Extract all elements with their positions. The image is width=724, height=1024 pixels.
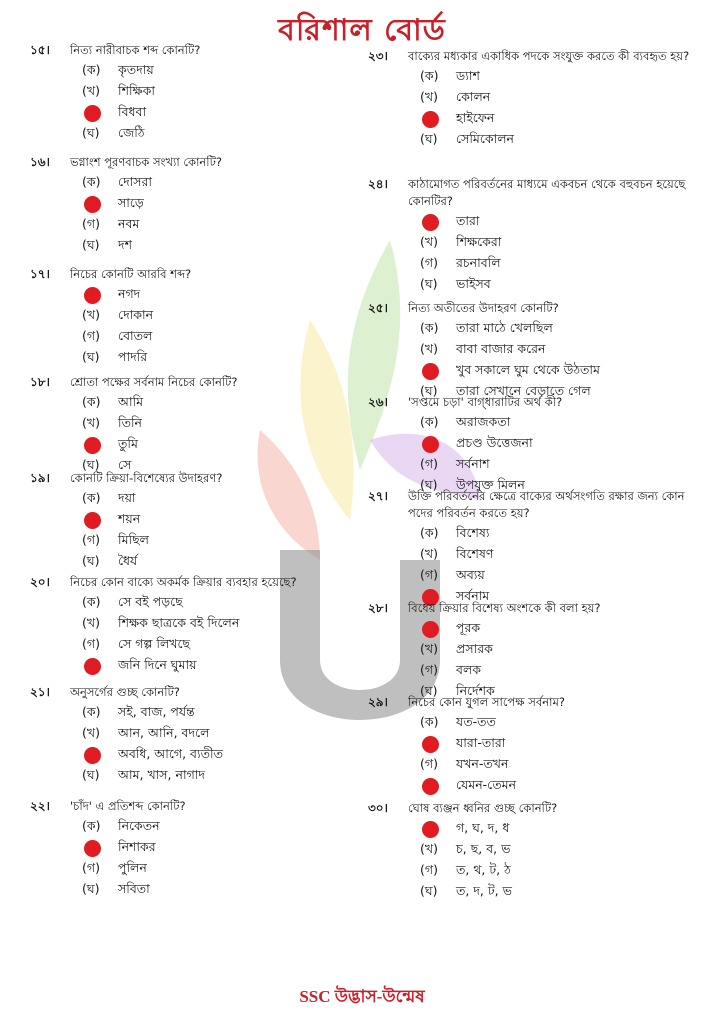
answer-mark-icon <box>422 214 439 231</box>
answer-mark-icon <box>84 747 101 764</box>
option-label: (খ) <box>420 88 438 104</box>
option-list <box>82 489 370 573</box>
option-text: বিশেষ্য <box>456 524 490 540</box>
option-text: দশ <box>118 236 132 252</box>
question-text: নিচের কোন বাক্যে অকর্মক ক্রিয়ার ব্যবহার হয়েছে? <box>70 575 297 589</box>
option-text: রচনাবলি <box>456 254 501 270</box>
option-label: (গ) <box>82 327 100 343</box>
option-text: বিশেষণ <box>456 545 494 561</box>
question-header <box>368 300 708 317</box>
option-text: মিছিল <box>118 531 149 547</box>
option-label: (খ) <box>420 840 438 856</box>
answer-option[interactable] <box>420 67 708 88</box>
answer-option[interactable] <box>82 285 370 306</box>
question-header <box>30 798 370 815</box>
option-text: তিনি <box>118 414 142 430</box>
question-block <box>30 266 370 369</box>
option-text: ভাইসব <box>456 275 491 291</box>
answer-option[interactable] <box>420 861 708 882</box>
answer-option[interactable] <box>82 61 370 82</box>
answer-option[interactable] <box>420 776 708 797</box>
question-text: কাঠামোগত পরিবর্তনের মাধ্যমে একবচন থেকে বহুবচন হয়েছে কোনটির? <box>408 177 686 208</box>
answer-option[interactable] <box>420 254 708 275</box>
option-text: কৃতদায় <box>118 61 154 77</box>
option-label: (ক) <box>82 393 101 409</box>
option-list <box>420 819 708 903</box>
option-label: (গ) <box>420 455 438 471</box>
option-text: শিক্ষিকা <box>118 82 156 98</box>
answer-option[interactable] <box>82 552 370 573</box>
question-block <box>30 374 370 477</box>
question-text: বিধেয় ক্রিয়ার বিশেষ্য অংশকে কী বলা হয়? <box>408 601 601 615</box>
question-text: উক্তি পরিবর্তনের ক্ষেত্রে বাক্যের অর্থসংগতি রক্ষার জন্য কোন পদের পরিবর্তন করতে হয়? <box>408 489 685 520</box>
option-label: (গ) <box>420 566 438 582</box>
question-number: ১৯। <box>30 471 50 485</box>
answer-option[interactable] <box>82 859 370 880</box>
option-text: তুমি <box>118 435 138 451</box>
option-label: (ক) <box>82 489 101 505</box>
option-label: (খ) <box>420 545 438 561</box>
option-text: দোসরা <box>118 173 153 189</box>
option-label: (ক) <box>420 67 439 83</box>
option-label: (গ) <box>420 254 438 270</box>
option-label: (ঘ) <box>82 236 100 252</box>
answer-option[interactable] <box>82 194 370 215</box>
question-number: ২১। <box>30 685 50 699</box>
option-text: কোলন <box>456 88 491 104</box>
option-label: (গ) <box>82 635 100 651</box>
option-text: গ, ঘ, দ, ধ <box>456 819 510 835</box>
option-text: যত-তত <box>456 713 496 729</box>
option-label: (ঘ) <box>82 348 100 364</box>
option-text: ত, থ, ট, ঠ <box>456 861 511 877</box>
answer-option[interactable] <box>82 766 370 787</box>
option-label: (ক) <box>420 413 439 429</box>
answer-option[interactable] <box>420 734 708 755</box>
answer-option[interactable] <box>82 817 370 838</box>
answer-option[interactable] <box>420 640 708 661</box>
option-label: (খ) <box>82 306 100 322</box>
question-header <box>368 394 708 411</box>
question-number: ২০। <box>30 575 50 589</box>
question-header <box>30 154 370 171</box>
option-label: (খ) <box>82 724 100 740</box>
question-text: 'চাঁদ' এ প্রতিশব্দ কোনটি? <box>70 799 186 813</box>
option-text: সবিতা <box>118 880 150 896</box>
answer-mark-icon <box>84 287 101 304</box>
option-text: শিক্ষক ছাত্রকে বই দিলেন <box>118 614 240 630</box>
question-text: শ্রোতা পক্ষের সর্বনাম নিচের কোনটি? <box>70 375 238 389</box>
option-label: (ঘ) <box>420 275 438 291</box>
answer-option[interactable] <box>82 236 370 257</box>
answer-option[interactable] <box>82 880 370 901</box>
answer-option[interactable] <box>82 838 370 859</box>
option-label: (ক) <box>82 703 101 719</box>
option-text: পাদরি <box>118 348 148 364</box>
option-label: (খ) <box>82 614 100 630</box>
answer-mark-icon <box>422 436 439 453</box>
question-number: ১৮। <box>30 375 50 389</box>
question-number: ১৬। <box>30 155 50 169</box>
answer-option[interactable] <box>420 755 708 776</box>
option-label: (ঘ) <box>420 882 438 898</box>
option-text: ধৈর্য <box>118 552 138 568</box>
option-text: তারা মাঠে খেলছিল <box>456 319 553 335</box>
question-block <box>30 574 370 677</box>
option-text: চ, ছ, ব, ভ <box>456 840 511 856</box>
option-text: নিশাকর <box>118 838 156 854</box>
answer-option[interactable] <box>420 882 708 903</box>
question-block <box>368 488 708 608</box>
question-header <box>30 574 370 591</box>
option-text: দোকান <box>118 306 154 322</box>
question-text: কোনটি ক্রিয়া-বিশেষ্যের উদাহরণ? <box>70 471 223 485</box>
option-text: শিক্ষকেরা <box>456 233 502 249</box>
option-text: যেমন-তেমন <box>456 776 517 792</box>
question-number: ২৫। <box>368 301 388 315</box>
board-title: বরিশাল বোর্ড <box>278 13 446 48</box>
option-text: প্রচণ্ড উত্তেজনা <box>456 434 533 450</box>
answer-option[interactable] <box>420 566 708 587</box>
answer-option[interactable] <box>82 593 370 614</box>
answer-option[interactable] <box>82 656 370 677</box>
option-label: (ক) <box>82 173 101 189</box>
option-list <box>82 285 370 369</box>
question-header <box>30 470 370 487</box>
answer-option[interactable] <box>82 435 370 456</box>
option-label: (ঘ) <box>420 476 438 492</box>
option-text: পূরক <box>456 619 481 635</box>
option-list <box>420 413 708 497</box>
answer-option[interactable] <box>82 510 370 531</box>
option-text: সেমিকোলন <box>456 130 515 146</box>
answer-option[interactable] <box>82 489 370 510</box>
option-text: সই, বাজ, পর্যন্ত <box>118 703 195 719</box>
option-text: বলক <box>456 661 482 677</box>
answer-option[interactable] <box>82 306 370 327</box>
option-text: অবধি, আগে, ব্যতীত <box>118 745 223 761</box>
option-list <box>82 393 370 477</box>
answer-option[interactable] <box>82 173 370 194</box>
answer-option[interactable] <box>82 635 370 656</box>
answer-option[interactable] <box>82 215 370 236</box>
option-text: ত, দ, ট, ভ <box>456 882 512 898</box>
option-text: সে বই পড়ছে <box>118 593 183 609</box>
option-label: (ক) <box>82 593 101 609</box>
question-block <box>30 798 370 901</box>
option-text: অব্যয় <box>456 566 485 582</box>
answer-option[interactable] <box>420 434 708 455</box>
question-block <box>30 684 370 787</box>
answer-mark-icon <box>422 778 439 795</box>
answer-option[interactable] <box>82 414 370 435</box>
question-number: ২৬। <box>368 395 388 409</box>
option-text: খুব সকালে ঘুম থেকে উঠতাম <box>456 361 600 377</box>
option-label: (ক) <box>420 524 439 540</box>
answer-option[interactable] <box>420 275 708 296</box>
question-block <box>368 300 708 403</box>
option-text: শয়ন <box>118 510 141 526</box>
question-block <box>30 42 370 145</box>
option-list <box>420 713 708 797</box>
option-label: (খ) <box>82 414 100 430</box>
option-label: (ক) <box>82 61 101 77</box>
option-label: (গ) <box>82 531 100 547</box>
option-list <box>420 319 708 403</box>
answer-mark-icon <box>422 821 439 838</box>
answer-mark-icon <box>84 840 101 857</box>
answer-mark-icon <box>84 658 101 675</box>
option-text: ড্যাশ <box>456 67 480 83</box>
answer-option[interactable] <box>420 319 708 340</box>
option-list <box>420 67 708 151</box>
answer-option[interactable] <box>420 455 708 476</box>
answer-option[interactable] <box>420 340 708 361</box>
option-label: (ঘ) <box>420 382 438 398</box>
answer-option[interactable] <box>420 840 708 861</box>
option-label: (ক) <box>82 817 101 833</box>
question-block <box>30 470 370 573</box>
option-label: (ঘ) <box>82 880 100 896</box>
option-list <box>82 703 370 787</box>
question-text: ঘোষ ব্যঞ্জন ধ্বনির গুচ্ছ কোনটি? <box>408 801 558 815</box>
question-text: বাক্যের মধ্যকার একাধিক পদকে সংযুক্ত করতে কী ব্যবহৃত হয়? <box>408 49 690 63</box>
question-block <box>368 694 708 797</box>
question-text: 'সপ্তমে চড়া' বাগ্‌ধারাটির অর্থ কী? <box>408 395 563 409</box>
option-text: বাবা বাজার করেন <box>456 340 546 356</box>
answer-option[interactable] <box>420 413 708 434</box>
option-text: তারা <box>456 212 480 228</box>
option-label: (গ) <box>82 215 100 231</box>
option-text: নবম <box>118 215 140 231</box>
answer-option[interactable] <box>420 361 708 382</box>
option-label: (খ) <box>420 233 438 249</box>
option-list <box>82 61 370 145</box>
answer-option[interactable] <box>82 724 370 745</box>
answer-mark-icon <box>84 512 101 529</box>
answer-option[interactable] <box>420 88 708 109</box>
question-text: নিচের কোনটি আরবি শব্দ? <box>70 267 192 281</box>
answer-option[interactable] <box>82 82 370 103</box>
question-block <box>368 48 708 151</box>
answer-option[interactable] <box>82 103 370 124</box>
question-text: নিত্য অতীতের উদাহরণ কোনটি? <box>408 301 559 315</box>
option-text: নির্দেশক <box>456 682 495 698</box>
option-text: নিকেতন <box>118 817 160 833</box>
question-header <box>368 800 708 817</box>
question-number: ২৪। <box>368 177 388 191</box>
question-header <box>368 48 708 65</box>
answer-mark-icon <box>422 111 439 128</box>
answer-mark-icon <box>84 105 101 122</box>
option-text: জেঠি <box>118 124 145 140</box>
option-text: আন, আনি, বদলে <box>118 724 210 740</box>
question-number: ২৩। <box>368 49 388 63</box>
option-label: (ঘ) <box>420 682 438 698</box>
option-label: (গ) <box>82 859 100 875</box>
option-text: জনি দিনে ঘুমায় <box>118 656 197 672</box>
option-label: (ক) <box>420 713 439 729</box>
question-text: নিচের কোন যুগল সাপেক্ষ সর্বনাম? <box>408 695 565 709</box>
option-label: (ক) <box>420 319 439 335</box>
option-label: (গ) <box>420 661 438 677</box>
answer-option[interactable] <box>420 109 708 130</box>
question-header <box>368 694 708 711</box>
option-label: (খ) <box>420 640 438 656</box>
option-text: পুলিন <box>118 859 147 875</box>
question-number: ২৭। <box>368 489 388 503</box>
answer-option[interactable] <box>420 713 708 734</box>
answer-option[interactable] <box>82 531 370 552</box>
footer-title: SSC উদ্ভাস-উন্মেষ <box>299 987 425 1006</box>
question-header <box>30 42 370 59</box>
option-text: হাইফেন <box>456 109 495 125</box>
option-label: (ঘ) <box>82 124 100 140</box>
question-header <box>368 600 708 617</box>
option-text: সর্বনাম <box>456 587 490 603</box>
option-list <box>82 817 370 901</box>
answer-option[interactable] <box>420 212 708 233</box>
option-text: সাড়ে <box>118 194 144 210</box>
answer-option[interactable] <box>82 327 370 348</box>
option-list <box>420 619 708 703</box>
option-label: (খ) <box>82 82 100 98</box>
option-text: উপযুক্ত মিলন <box>456 476 525 492</box>
option-list <box>82 593 370 677</box>
answer-mark-icon <box>422 621 439 638</box>
question-header <box>368 176 708 210</box>
option-text: যখন-তখন <box>456 755 509 771</box>
option-list <box>420 524 708 608</box>
answer-option[interactable] <box>420 130 708 151</box>
option-text: আম, খাস, নাগাদ <box>118 766 205 782</box>
question-number: ১৫। <box>30 43 50 57</box>
answer-mark-icon <box>422 736 439 753</box>
answer-option[interactable] <box>420 661 708 682</box>
answer-option[interactable] <box>420 819 708 840</box>
option-text: তারা সেখানে বেড়াতে গেল <box>456 382 591 398</box>
option-label: (খ) <box>420 340 438 356</box>
answer-mark-icon <box>422 363 439 380</box>
option-text: সে গল্প লিখছে <box>118 635 191 651</box>
answer-option[interactable] <box>82 703 370 724</box>
question-text: ভগ্নাংশ পূরণবাচক সংখ্যা কোনটি? <box>70 155 222 169</box>
answer-option[interactable] <box>420 524 708 545</box>
option-label: (গ) <box>420 755 438 771</box>
answer-option[interactable] <box>420 545 708 566</box>
option-label: (ঘ) <box>82 552 100 568</box>
option-text: বিধবা <box>118 103 147 119</box>
question-text: অনুসর্গের গুচ্ছ কোনটি? <box>70 685 180 699</box>
answer-option[interactable] <box>82 393 370 414</box>
question-header <box>30 684 370 701</box>
question-block <box>368 800 708 903</box>
question-header <box>368 488 708 522</box>
option-label: (ঘ) <box>420 130 438 146</box>
question-number: ৩০। <box>368 801 388 815</box>
option-label: (ঘ) <box>82 456 100 472</box>
answer-option[interactable] <box>82 614 370 635</box>
option-text: প্রসারক <box>456 640 493 656</box>
option-text: অরাজকতা <box>456 413 511 429</box>
question-block <box>30 154 370 257</box>
answer-mark-icon <box>84 196 101 213</box>
answer-option[interactable] <box>420 619 708 640</box>
option-text: বোতল <box>118 327 153 343</box>
option-text: সে <box>118 456 132 472</box>
answer-mark-icon <box>84 437 101 454</box>
question-header <box>30 266 370 283</box>
question-number: ২২। <box>30 799 50 813</box>
question-number: ১৭। <box>30 267 50 281</box>
option-text: সর্বনাশ <box>456 455 490 471</box>
answer-option[interactable] <box>82 124 370 145</box>
option-text: দয়া <box>118 489 136 505</box>
option-text: আমি <box>118 393 144 409</box>
option-text: নগদ <box>118 285 141 301</box>
option-text: যারা-তারা <box>456 734 506 750</box>
question-text: নিত্য নারীবাচক শব্দ কোনটি? <box>70 43 201 57</box>
question-header <box>30 374 370 391</box>
answer-option[interactable] <box>82 348 370 369</box>
question-block <box>368 394 708 497</box>
question-block <box>368 176 708 296</box>
option-list <box>420 212 708 296</box>
answer-option[interactable] <box>420 233 708 254</box>
option-list <box>82 173 370 257</box>
question-number: ২৮। <box>368 601 388 615</box>
option-label: (ঘ) <box>82 766 100 782</box>
option-label: (গ) <box>420 861 438 877</box>
question-block <box>368 600 708 703</box>
question-number: ২৯। <box>368 695 388 709</box>
answer-option[interactable] <box>82 745 370 766</box>
